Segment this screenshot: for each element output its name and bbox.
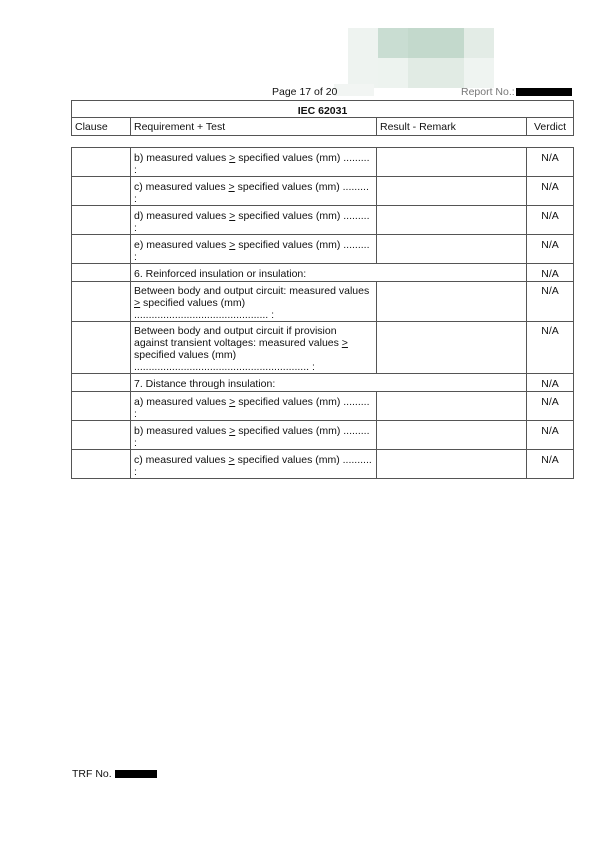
result-cell (377, 206, 527, 235)
verdict-cell: N/A (527, 450, 574, 479)
clause-cell (72, 282, 131, 322)
result-cell (377, 421, 527, 450)
requirement-cell: b) measured values > specified values (mm) ......... : (131, 148, 377, 177)
trf-label: TRF No. (72, 768, 112, 780)
requirement-cell: Between body and output circuit if provision against transient voltages: measured values > specified values (mm) ............................................................ : (131, 322, 377, 374)
col-header-clause: Clause (72, 118, 131, 136)
redaction-blur (464, 28, 494, 58)
col-header-result: Result - Remark (377, 118, 527, 136)
table-row (72, 206, 574, 235)
verdict-cell: N/A (527, 177, 574, 206)
verdict-cell: N/A (527, 264, 574, 282)
table-row (72, 374, 574, 392)
trf-number (72, 768, 157, 780)
table-row (72, 450, 574, 479)
redaction-blur (408, 58, 464, 88)
verdict-cell: N/A (527, 374, 574, 392)
verdict-cell: N/A (527, 421, 574, 450)
report-number-label: Report No.: (461, 86, 515, 98)
clause-cell (72, 322, 131, 374)
result-cell (377, 235, 527, 264)
requirement-cell: Between body and output circuit: measured values > specified values (mm) .............................................. : (131, 282, 377, 322)
standard-title: IEC 62031 (72, 101, 574, 118)
clause-cell (72, 450, 131, 479)
result-cell (377, 177, 527, 206)
clause-cell (72, 148, 131, 177)
col-header-verdict: Verdict (527, 118, 574, 136)
verdict-cell: N/A (527, 282, 574, 322)
redaction-blur (348, 28, 378, 88)
result-cell (377, 450, 527, 479)
clause-cell (72, 264, 131, 282)
clause-cell (72, 374, 131, 392)
verdict-cell: N/A (527, 148, 574, 177)
requirements-table (71, 147, 574, 479)
table-row (72, 392, 574, 421)
requirement-cell: b) measured values > specified values (mm) ......... : (131, 421, 377, 450)
clause-cell (72, 177, 131, 206)
table-row (72, 282, 574, 322)
result-cell (377, 392, 527, 421)
report-number (461, 86, 572, 98)
col-header-requirement: Requirement + Test (131, 118, 377, 136)
header-table (71, 100, 574, 136)
redaction-bar (115, 770, 157, 778)
requirement-cell: c) measured values > specified values (mm) ......... : (131, 177, 377, 206)
redaction-bar (516, 88, 572, 96)
redaction-blur (334, 84, 374, 96)
verdict-cell: N/A (527, 392, 574, 421)
requirement-cell: d) measured values > specified values (mm) ......... : (131, 206, 377, 235)
clause-cell (72, 392, 131, 421)
column-header-row (72, 118, 574, 136)
table-row (72, 264, 574, 282)
table-row (72, 148, 574, 177)
clause-cell (72, 421, 131, 450)
result-cell (377, 322, 527, 374)
requirement-cell: a) measured values > specified values (mm) ......... : (131, 392, 377, 421)
verdict-cell: N/A (527, 206, 574, 235)
requirement-cell: e) measured values > specified values (mm) ......... : (131, 235, 377, 264)
result-cell (377, 282, 527, 322)
verdict-cell: N/A (527, 322, 574, 374)
redaction-blur (378, 58, 408, 88)
section-heading-cell: 7. Distance through insulation: (131, 374, 527, 392)
section-heading-cell: 6. Reinforced insulation or insulation: (131, 264, 527, 282)
redaction-blur (408, 28, 464, 58)
table-row (72, 322, 574, 374)
clause-cell (72, 206, 131, 235)
clause-cell (72, 235, 131, 264)
requirement-cell: c) measured values > specified values (mm) .......... : (131, 450, 377, 479)
redaction-blur (464, 58, 494, 88)
verdict-cell: N/A (527, 235, 574, 264)
table-row (72, 177, 574, 206)
table-row (72, 421, 574, 450)
table-row (72, 235, 574, 264)
redaction-blur (378, 28, 408, 58)
page-number: Page 17 of 20 (272, 86, 338, 98)
result-cell (377, 148, 527, 177)
